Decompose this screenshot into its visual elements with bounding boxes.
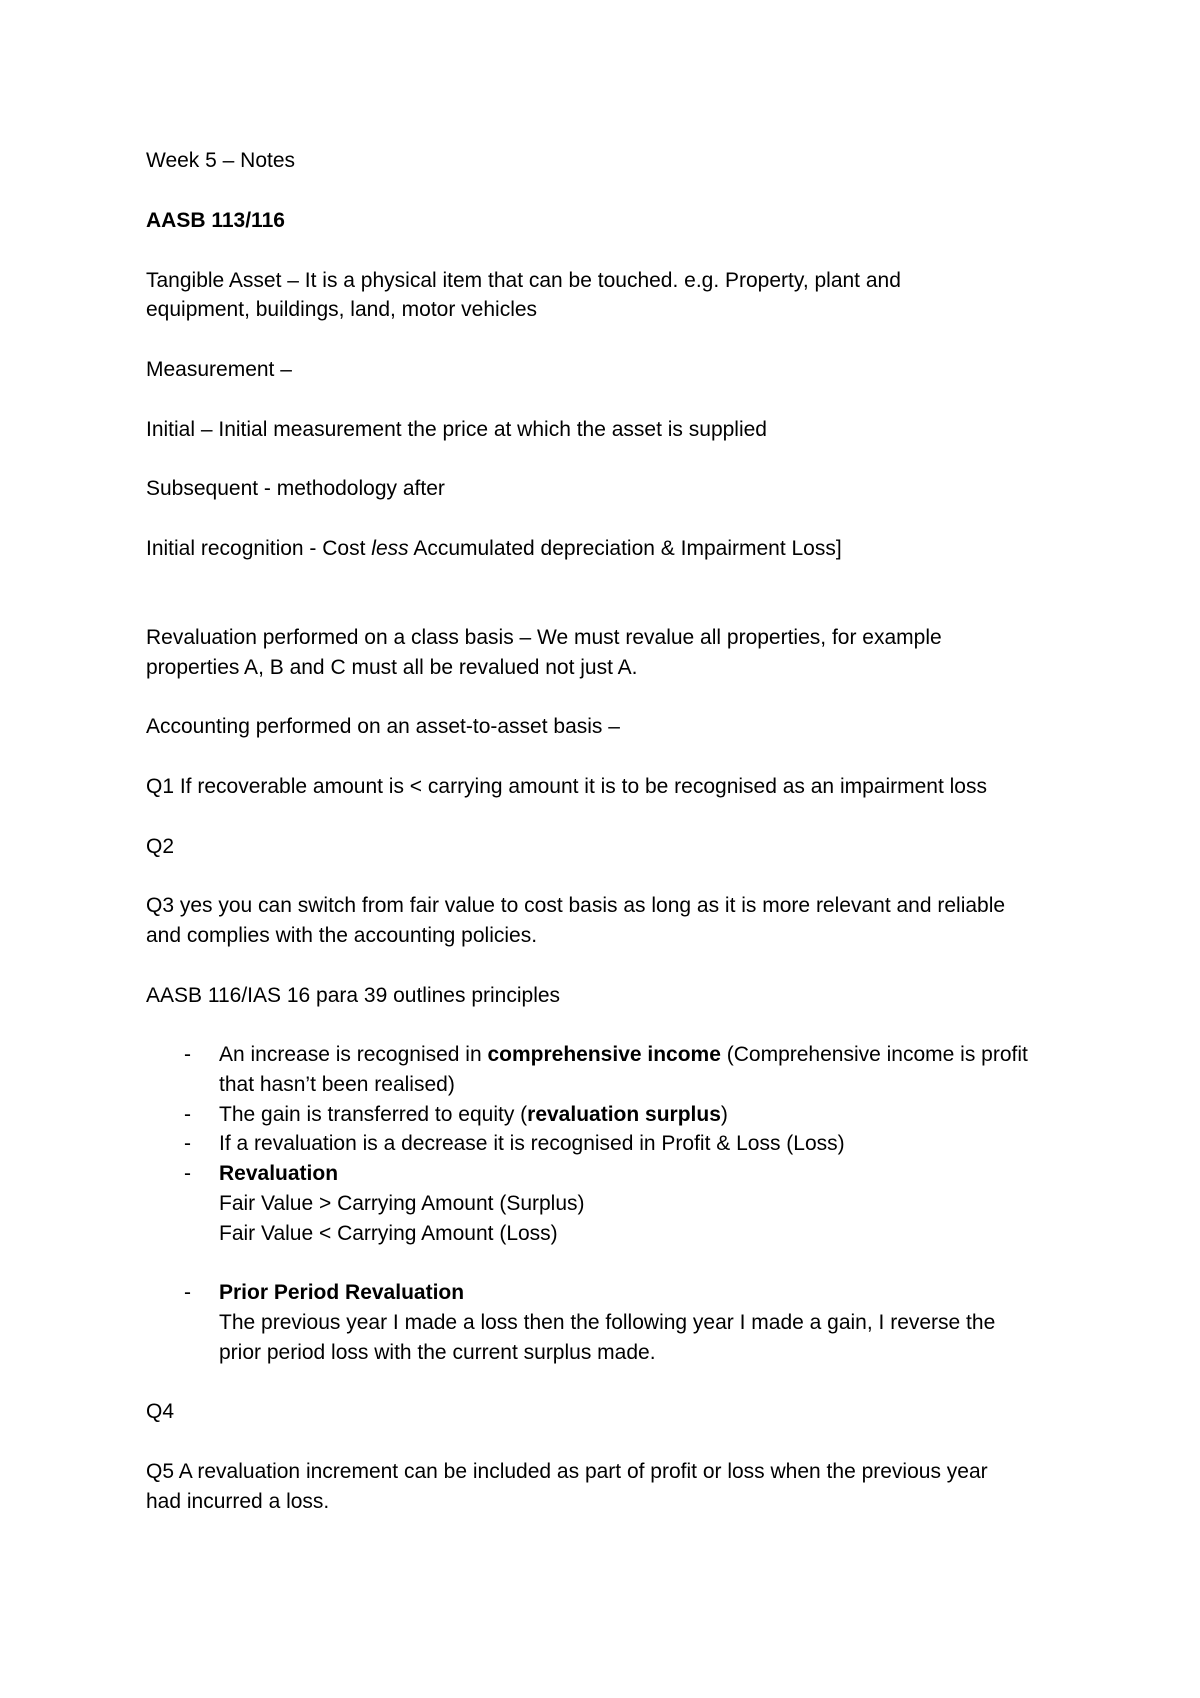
initial-recognition-less: less bbox=[371, 537, 409, 560]
bullet-5-line-3: prior period loss with the current surplus made. bbox=[219, 1341, 656, 1364]
bullet-3: If a revaluation is a decrease it is recognised in Profit & Loss (Loss) bbox=[219, 1132, 845, 1155]
bullet-4-line-2: Fair Value > Carrying Amount (Surplus) bbox=[219, 1192, 585, 1215]
document-title: Week 5 – Notes bbox=[146, 149, 296, 172]
bullet-dash: - bbox=[184, 1281, 191, 1304]
bullet-1-bold: comprehensive income bbox=[487, 1043, 721, 1066]
bullet-1-line-2: that hasn’t been realised) bbox=[219, 1073, 455, 1096]
bullet-2-bold: revaluation surplus bbox=[527, 1103, 721, 1126]
measurement-label: Measurement – bbox=[146, 358, 292, 381]
revaluation-line-1: Revaluation performed on a class basis – We must revalue all properties, for example bbox=[146, 626, 942, 649]
bullet-1-post: (Comprehensive income is profit bbox=[720, 1043, 1028, 1066]
tangible-asset-line-1: Tangible Asset – It is a physical item that can be touched. e.g. Property, plant and bbox=[146, 269, 901, 292]
bullet-dash: - bbox=[184, 1043, 191, 1066]
bullet-dash: - bbox=[184, 1132, 191, 1155]
accounting-basis: Accounting performed on an asset-to-asset basis – bbox=[146, 715, 620, 738]
aasb-principles: AASB 116/IAS 16 para 39 outlines principles bbox=[146, 984, 561, 1007]
section-heading: AASB 113/116 bbox=[146, 209, 285, 232]
principles-list bbox=[146, 1040, 1146, 1364]
tangible-asset-line-2: equipment, buildings, land, motor vehicles bbox=[146, 298, 538, 321]
question-4: Q4 bbox=[146, 1400, 175, 1423]
question-5-line-2: had incurred a loss. bbox=[146, 1490, 330, 1513]
initial-recognition-post: Accumulated depreciation & Impairment Loss] bbox=[408, 537, 842, 560]
question-3-line-1: Q3 yes you can switch from fair value to cost basis as long as it is more relevant and reliable bbox=[146, 894, 1006, 917]
bullet-dash: - bbox=[184, 1103, 191, 1126]
bullet-dash: - bbox=[184, 1162, 191, 1185]
bullet-5-line-2: The previous year I made a loss then the following year I made a gain, I reverse the bbox=[219, 1311, 996, 1334]
question-3-line-2: and complies with the accounting policies. bbox=[146, 924, 538, 947]
question-5-line-1: Q5 A revaluation increment can be included as part of profit or loss when the previous year bbox=[146, 1460, 988, 1483]
revaluation-line-2: properties A, B and C must all be revalued not just A. bbox=[146, 656, 638, 679]
question-2: Q2 bbox=[146, 835, 175, 858]
initial-recognition bbox=[146, 534, 842, 564]
bullet-4-title: Revaluation bbox=[219, 1162, 339, 1185]
bullet-1-pre: An increase is recognised in bbox=[219, 1043, 488, 1066]
initial-measurement: Initial – Initial measurement the price at which the asset is supplied bbox=[146, 418, 767, 441]
initial-recognition-pre: Initial recognition - Cost bbox=[146, 537, 372, 560]
question-1: Q1 If recoverable amount is < carrying amount it is to be recognised as an impairment loss bbox=[146, 775, 987, 798]
bullet-4-line-3: Fair Value < Carrying Amount (Loss) bbox=[219, 1222, 558, 1245]
bullet-5-title: Prior Period Revaluation bbox=[219, 1281, 465, 1304]
bullet-2-pre: The gain is transferred to equity ( bbox=[219, 1103, 528, 1126]
bullet-2-post: ) bbox=[720, 1103, 728, 1126]
subsequent-measurement: Subsequent - methodology after bbox=[146, 477, 445, 500]
